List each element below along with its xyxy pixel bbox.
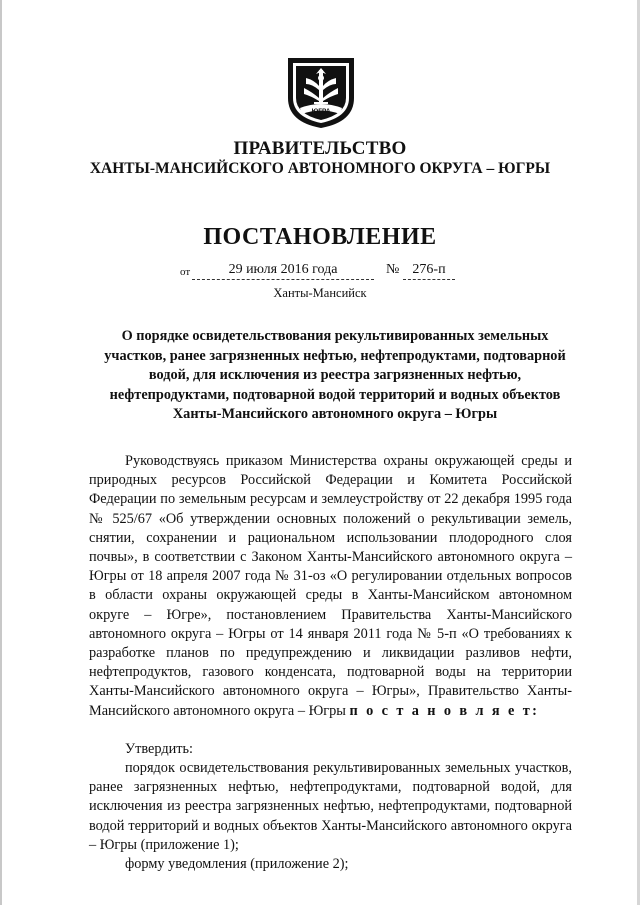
- svg-text:ЮГРА: ЮГРА: [311, 108, 331, 115]
- item-paragraph: форму уведомления (приложение 2);: [125, 856, 349, 873]
- document-number: 276-п: [403, 262, 455, 280]
- document-title: [92, 327, 578, 425]
- preamble-text: Руководствуясь приказом Министерства охраны окружающей среды и природных ресурсов Российской Федерации и Комитета Российской Федерации по земельным ресурсам и землеустройству от 22 декабря 1995 года № 525/67 «Об утверждении основных положений о рекультивации земель, снятии, сохранении и рациональном использовании плодородного слоя почвы», в соответствии с Законом Ханты-Мансийского автономного округа – Югры от 18 апреля 2007 года № 31-оз «О регулировании отдельных вопросов в области охраны окружающей среды в Ханты-Мансийском автономном округе – Югре», постановлением Правительства Ханты-Мансийского автономного округа – Югры от 14 января 2011 года № 5-п «О требованиях к разработке планов по предупреждению и ликвидации разливов нефти, нефтепродуктов, газового конденсата, подтоварной воды на территории Ханты-Мансийского автономного округа – Югры», Правительство Ханты-Мансийского автономного округа – Югры: [89, 453, 572, 719]
- government-name: ПРАВИТЕЛЬСТВО: [233, 138, 407, 159]
- date-prefix: от: [180, 266, 191, 278]
- title-line: нефтепродуктами, подтоварной водой территорий и водных объектов: [109, 386, 561, 403]
- item-paragraph: порядок освидетельствования рекультивированных земельных участков, ранее загрязненных нефтью, нефтепродуктами, подтоварной водой, для исключения из реестра загрязненных нефтью, нефтепродуктами, подтоварной водой территорий и водных объектов Ханты-Мансийского автономного округа – Югры (приложение 1);: [89, 760, 572, 853]
- region-name: ХАНТЫ-МАНСИЙСКОГО АВТОНОМНОГО ОКРУГА – ЮГРЫ: [89, 160, 551, 177]
- document-body: [89, 452, 572, 874]
- title-line: участков, ранее загрязненных нефтью, нефтепродуктами, подтоварной: [104, 347, 566, 364]
- coat-of-arms-emblem: [284, 52, 358, 130]
- document-date: 29 июля 2016 года: [192, 262, 374, 280]
- scan-edge-left: [0, 0, 2, 905]
- preamble-paragraph: [89, 452, 572, 721]
- title-line: водой, для исключения из реестра загрязненных нефтью,: [148, 367, 522, 384]
- title-line: Ханты-Мансийского автономного округа – Югры: [172, 406, 498, 423]
- decree-word: п о с т а н о в л я е т:: [349, 702, 540, 719]
- title-line: О порядке освидетельствования рекультивированных земельных: [121, 328, 549, 344]
- city-name: Ханты-Мансийск: [273, 286, 367, 300]
- number-prefix: №: [386, 262, 400, 277]
- approve-paragraph: Утвердить:: [125, 740, 194, 757]
- document-type: ПОСТАНОВЛЕНИЕ: [203, 224, 437, 250]
